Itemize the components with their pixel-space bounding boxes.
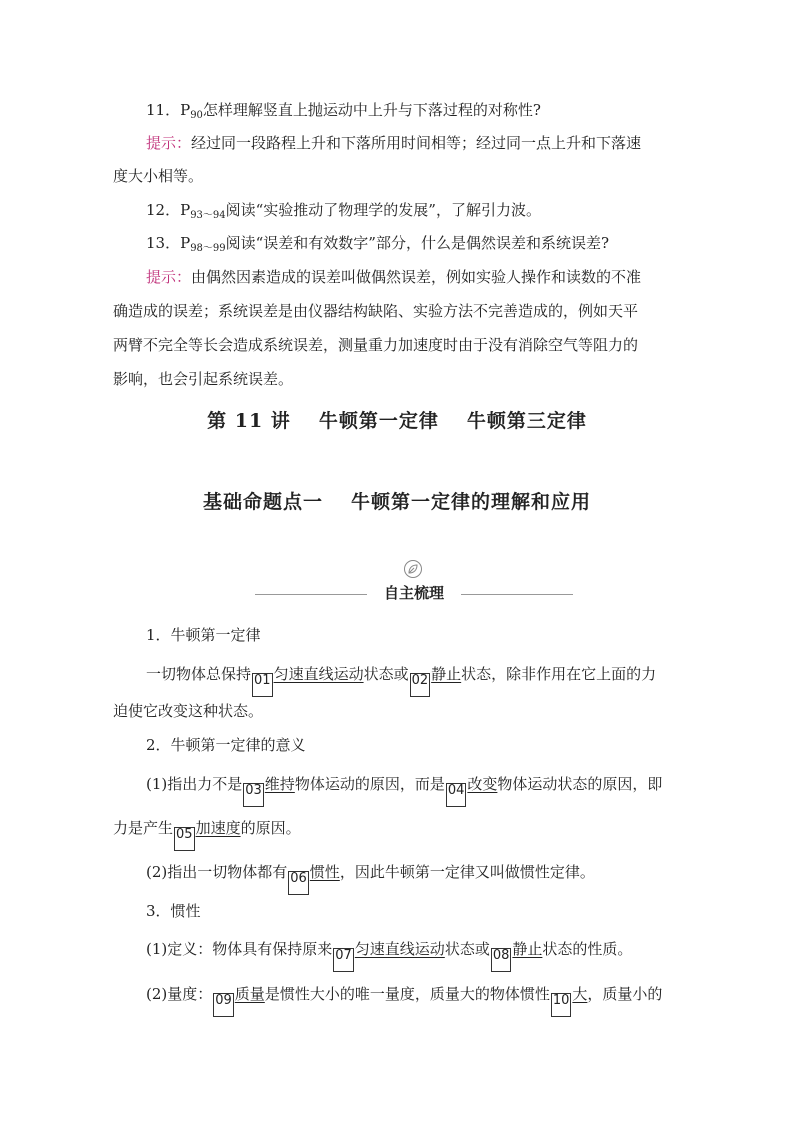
s1-title: 1．牛顿第一定律 xyxy=(146,626,261,644)
question-number: 13． xyxy=(146,234,181,252)
question-text: 阅读“实验推动了物理学的发展”，了解引力波。 xyxy=(225,201,541,219)
page-ref: P xyxy=(180,101,191,119)
topic-label: 基础命题点一 xyxy=(202,491,323,513)
text: 物体运动状态的原因，即 xyxy=(497,775,663,793)
page-ref: P xyxy=(180,234,191,252)
question-number: 12． xyxy=(146,201,181,219)
page-ref: P xyxy=(180,201,191,219)
hint-label: 提示： xyxy=(146,134,192,152)
lecture-number: 第 11 讲 xyxy=(207,410,291,432)
answer-text: 经过同一段路程上升和下落所用时间相等；经过同一点上升和下落速 xyxy=(191,134,642,152)
answer: 质量 xyxy=(234,985,265,1003)
answer: 改变 xyxy=(467,775,498,793)
blank-box: 09 xyxy=(213,993,234,1017)
s1-line-1 xyxy=(113,658,681,697)
answer-13-line-3: 两臂不完全等长会造成系统误差，测量重力加速度时由于没有消除空气等阻力的 xyxy=(113,336,639,354)
answer-11-line-2: 度大小相等。 xyxy=(113,167,204,185)
question-number: 11． xyxy=(146,101,181,119)
answer: 静止 xyxy=(512,940,543,958)
blank-box: 07 xyxy=(333,948,354,972)
blank-box: 08 xyxy=(491,948,512,972)
lecture-title xyxy=(0,406,794,433)
answer: 大 xyxy=(572,985,588,1003)
text: (2)量度： xyxy=(146,985,213,1003)
blank-box: 05 xyxy=(174,827,195,851)
blank-box: 03 xyxy=(243,783,264,807)
text: 是惯性大小的唯一量度，质量大的物体惯性 xyxy=(264,985,550,1003)
answer-text: 由偶然因素造成的误差叫做偶然误差，例如实验人操作和读数的不准 xyxy=(191,268,642,286)
text: (2)指出一切物体都有 xyxy=(146,863,288,881)
leaf-icon xyxy=(403,559,423,579)
text: (1)定义：物体具有保持原来 xyxy=(146,940,333,958)
question-text: 阅读“误差和有效数字”部分，什么是偶然误差和系统误差? xyxy=(225,234,610,252)
section-header xyxy=(255,573,573,613)
page-ref-sub: 98～99 xyxy=(190,243,226,254)
blank-box: 04 xyxy=(446,783,467,807)
answer-13-line-4: 影响，也会引起系统误差。 xyxy=(113,370,294,388)
text: 一切物体总保持 xyxy=(146,665,252,683)
question-13 xyxy=(113,227,681,265)
topic-title xyxy=(0,487,794,514)
text: 力是产生 xyxy=(113,819,174,837)
s2-line-2 xyxy=(113,812,681,851)
s3-title: 3．惯性 xyxy=(146,902,201,920)
text: 状态的性质。 xyxy=(542,940,633,958)
answer: 静止 xyxy=(431,665,462,683)
s2-title: 2．牛顿第一定律的意义 xyxy=(146,736,306,754)
answer-11-line-1 xyxy=(113,127,681,160)
text: 物体运动的原因，而是 xyxy=(294,775,445,793)
answer: 匀速直线运动 xyxy=(273,665,364,683)
s2-line-3 xyxy=(113,856,681,895)
lecture-topic-1: 牛顿第一定律 xyxy=(318,410,439,432)
text: 的原因。 xyxy=(240,819,301,837)
section-label: 自主梳理 xyxy=(383,584,444,602)
answer-13-line-2: 确造成的误差；系统误差是由仪器结构缺陷、实验方法不完善造成的，例如天平 xyxy=(113,302,639,320)
answer-13-line-1 xyxy=(113,261,681,294)
topic-text: 牛顿第一定律的理解和应用 xyxy=(351,491,592,513)
page-ref-sub: 93～94 xyxy=(190,210,226,221)
text: (1)指出力不是 xyxy=(146,775,243,793)
s3-line-2 xyxy=(113,978,681,1017)
s2-line-1 xyxy=(113,768,681,807)
answer: 维持 xyxy=(264,775,295,793)
s1-line-2: 迫使它改变这种状态。 xyxy=(113,702,264,720)
answer: 加速度 xyxy=(195,819,241,837)
question-text: 怎样理解竖直上抛运动中上升与下落过程的对称性? xyxy=(202,101,541,119)
blank-box: 06 xyxy=(288,871,309,895)
s3-line-1 xyxy=(113,933,681,972)
text: ，质量小的 xyxy=(587,985,663,1003)
text: ，因此牛顿第一定律又叫做惯性定律。 xyxy=(339,863,595,881)
lecture-topic-2: 牛顿第三定律 xyxy=(466,410,587,432)
answer: 匀速直线运动 xyxy=(354,940,445,958)
text: 状态或 xyxy=(363,665,409,683)
text: 状态，除非作用在它上面的力 xyxy=(461,665,657,683)
hint-label: 提示： xyxy=(146,268,192,286)
page-ref-sub: 90 xyxy=(190,110,203,121)
answer: 惯性 xyxy=(309,863,340,881)
text: 状态或 xyxy=(444,940,490,958)
blank-box: 01 xyxy=(252,673,273,697)
blank-box: 10 xyxy=(551,993,572,1017)
blank-box: 02 xyxy=(410,673,431,697)
